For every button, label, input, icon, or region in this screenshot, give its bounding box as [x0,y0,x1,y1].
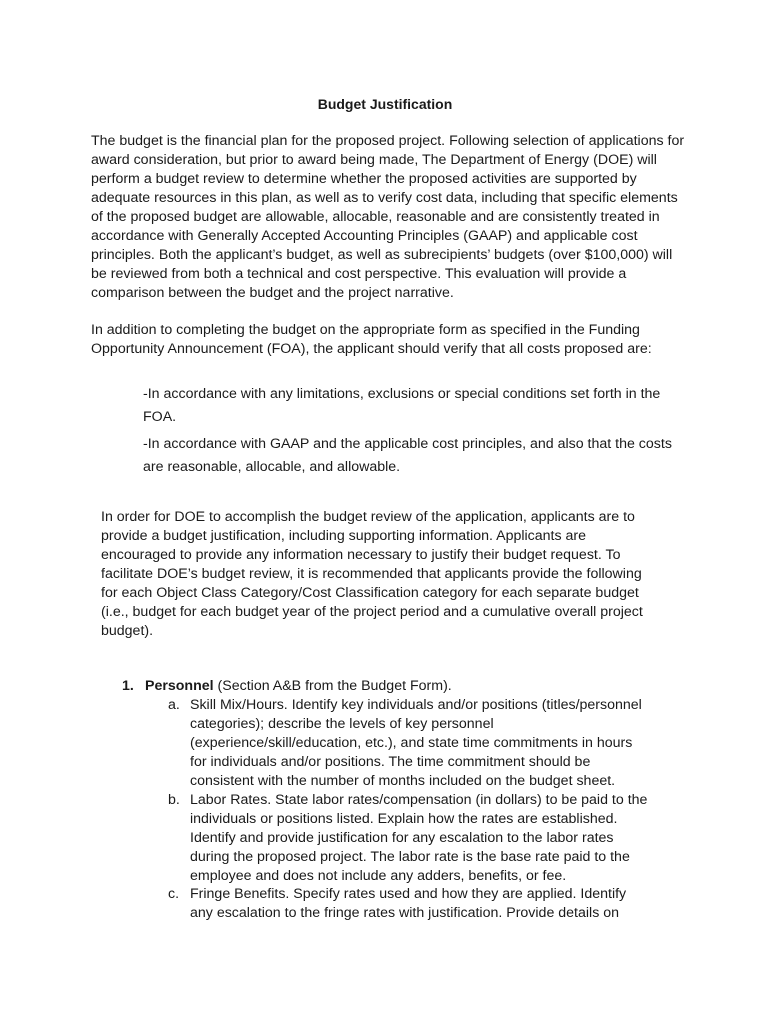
section-heading-personnel [122,677,452,696]
section-note: (Section A&B from the Budget Form). [213,678,452,694]
bullet-item: -In accordance with any limitations, exclusions or special conditions set forth in the FOA. [143,386,661,425]
list-letter: b. [168,792,180,808]
bullet-item: -In accordance with GAAP and the applicable cost principles, and also that the costs are reasonable, allocable, and allowable. [143,436,672,475]
list-item-text: Labor Rates. State labor rates/compensation (in dollars) to be paid to the individuals or positions listed. Explain how the rates are established. Identify and provide justification for any escalation to the labor rates during the proposed project. The labor rate is the base rate paid to the employee and does not include any adders, benefits, or fee. [190,792,648,884]
verify-paragraph: In addition to completing the budget on the appropriate form as specified in the Funding Opportunity Announcement (FOA), the applicant should verify that all costs proposed are: [91,322,652,357]
review-paragraph: In order for DOE to accomplish the budget review of the application, applicants are to provide a budget justification, including supporting information. Applicants are encouraged to provide any information necessary to justify their budget request. To facilitate DOE’s budget review, it is recommended that applicants provide the following for each Object Class Category/Cost Classification category for each separate budget (i.e., budget for each budget year of the project period and a cumulative overall project budget). [101,509,643,639]
intro-paragraph: The budget is the financial plan for the proposed project. Following selection of applications for award consideration, but prior to award being made, The Department of Energy (DOE) will perform a budget review to determine whether the proposed activities are supported by adequate resources in this plan, as well as to verify cost data, including that specific elements of the proposed budget are allowable, allocable, reasonable and are consistently treated in accordance with Generally Accepted Accounting Principles (GAAP) and applicable cost principles. Both the applicant’s budget, as well as subrecipients’ budgets (over $100,000) will be reviewed from both a technical and cost perspective. This evaluation will provide a comparison between the budget and the project narrative. [91,133,685,301]
list-item-text: Fringe Benefits. Specify rates used and how they are applied. Identify any escalation to the fringe rates with justification. Provide details on [190,886,627,921]
section-number: 1. [122,678,134,694]
list-letter: a. [168,697,180,713]
section-name: Personnel [145,678,214,694]
list-letter: c. [168,886,180,902]
page-title: Budget Justification [317,96,453,112]
list-item-text: Skill Mix/Hours. Identify key individuals and/or positions (titles/personnel categories); describe the levels of key personnel (experience/skill/education, etc.), and state time commitments in hours for individuals and/or positions. The time commitment should be consistent with the number of months included on the budget sheet. [190,697,642,789]
